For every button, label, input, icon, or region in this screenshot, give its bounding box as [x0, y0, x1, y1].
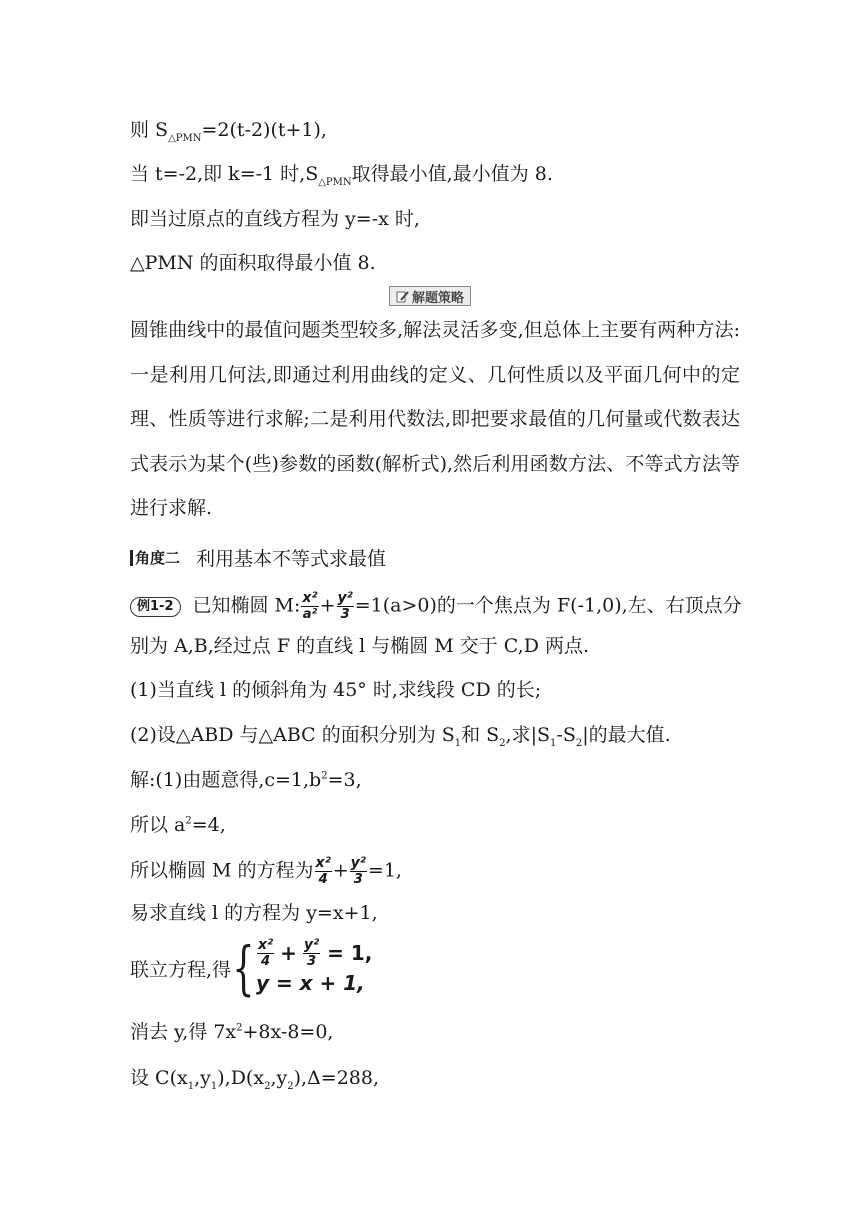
text-line: △PMN 的面积取得最小值 8.	[130, 252, 376, 274]
superscript: 2	[321, 770, 328, 782]
solution-line-1	[130, 768, 362, 792]
text-segment: 取得最小值,最小值为 8.	[351, 163, 553, 185]
numerator: x²	[315, 855, 331, 871]
heading-marker	[130, 550, 133, 566]
subscript: 2	[575, 737, 583, 749]
numerator: y²	[337, 590, 353, 606]
solution-line-2	[130, 813, 226, 837]
subscript: 1	[454, 737, 462, 749]
solution-line-7	[130, 1066, 379, 1090]
denominator: 3	[340, 607, 350, 622]
text-segment: 解:(1)由题意得,c=1,b	[130, 769, 322, 791]
text-segment: =2(t-2)(t+1),	[201, 119, 327, 141]
denominator: a²	[302, 607, 318, 622]
system-rows	[256, 938, 372, 998]
subscript: 2	[499, 737, 506, 749]
text-segment: -S	[556, 724, 576, 746]
numerator: y²	[350, 855, 366, 871]
subscript: 1	[187, 1080, 195, 1092]
plus-sign: +	[332, 859, 349, 882]
angle-tag: 角度二	[135, 549, 181, 567]
fraction	[315, 855, 332, 888]
text-segment: 和 S	[461, 724, 500, 746]
text-segment: +8x-8=0,	[242, 1021, 334, 1043]
text-segment: ,y	[270, 1067, 288, 1089]
text-segment: =4,	[191, 814, 226, 836]
fraction	[301, 590, 318, 623]
subscript: △PMN	[168, 132, 202, 144]
text-line	[130, 118, 327, 142]
solution-line-6	[130, 1020, 333, 1044]
strategy-paragraph: 圆锥曲线中的最值问题类型较多,解法灵活多变,但总体上主要有两种方法:一是利用几何法,即通过利用曲线的定义、几何性质以及平面几何中的定理、性质等进行求解;二是利用代数法,即把要求最值的几何量或代数表达式表示为某个(些)参数的函数(解析式),然后利用函数方法、不等式方法等进行求解.	[130, 319, 740, 519]
superscript: 2	[185, 815, 192, 827]
text-segment: ),D(x	[217, 1067, 265, 1089]
denominator: 3	[307, 953, 317, 969]
equation-tail: = 1,	[327, 941, 373, 965]
system-row-2: y = x + 1,	[255, 971, 365, 995]
text-segment: 当 t=-2,即 k=-1 时,S	[130, 163, 319, 185]
text-segment: 所以椭圆 M 的方程为	[130, 859, 314, 882]
text-segment: ,求|S	[505, 724, 551, 746]
text-segment: (2)设△ABD 与△ABC 的面积分别为 S	[130, 724, 455, 746]
subscript: 2	[264, 1080, 271, 1092]
plus-sign: +	[319, 594, 336, 617]
subscript: 2	[287, 1080, 294, 1092]
example-badge: 例1-2	[130, 597, 181, 617]
fraction	[303, 937, 320, 970]
numerator: y²	[303, 936, 320, 953]
strategy-label: 解题策略	[411, 290, 464, 306]
angle-title: 利用基本不等式求最值	[196, 548, 387, 570]
subscript: △PMN	[318, 176, 352, 188]
text-segment: |的最大值.	[582, 724, 671, 746]
text-line: 即当过原点的直线方程为 y=-x 时,	[130, 208, 420, 230]
denominator: 4	[318, 872, 328, 887]
text-segment: ),Δ=288,	[293, 1067, 380, 1089]
solution-line-3	[130, 855, 402, 888]
solution-line-4: 易求直线 l 的方程为 y=x+1,	[130, 902, 378, 924]
example-line-2: 别为 A,B,经过点 F 的直线 l 与椭圆 M 交于 C,D 两点.	[130, 635, 590, 657]
denominator: 4	[261, 953, 271, 969]
text-line	[130, 162, 553, 186]
subscript: 1	[210, 1080, 218, 1092]
text-segment: 联立方程,得	[130, 958, 232, 981]
equation-system	[130, 934, 373, 1002]
text-segment: =1,	[367, 859, 402, 882]
pen-paper-icon	[396, 290, 409, 303]
fraction	[257, 937, 274, 970]
left-brace: {	[232, 934, 255, 1002]
system-row-1	[256, 938, 372, 968]
text-segment: =3,	[327, 769, 362, 791]
plus-sign: +	[280, 941, 297, 965]
angle-heading	[130, 544, 386, 571]
question-2	[130, 723, 671, 747]
example-line-1	[130, 590, 742, 623]
numerator: x²	[302, 590, 318, 606]
fraction	[337, 590, 354, 623]
subscript: 1	[550, 737, 557, 749]
text-segment: 则 S	[130, 119, 169, 141]
text-segment: 消去 y,得 7x	[130, 1021, 237, 1043]
text-segment: ,y	[194, 1067, 211, 1089]
fraction	[350, 855, 367, 888]
superscript: 2	[236, 1022, 243, 1034]
text-segment: =1(a>0)的一个焦点为 F(-1,0),左、右顶点分	[354, 594, 742, 617]
text-segment: 已知椭圆 M:	[192, 594, 301, 617]
text-segment: 所以 a	[130, 814, 186, 836]
strategy-badge	[389, 286, 471, 306]
denominator: 3	[353, 872, 363, 887]
numerator: x²	[257, 936, 274, 953]
text-segment: 设 C(x	[130, 1067, 188, 1089]
question-1: (1)当直线 l 的倾斜角为 45° 时,求线段 CD 的长;	[130, 679, 542, 701]
